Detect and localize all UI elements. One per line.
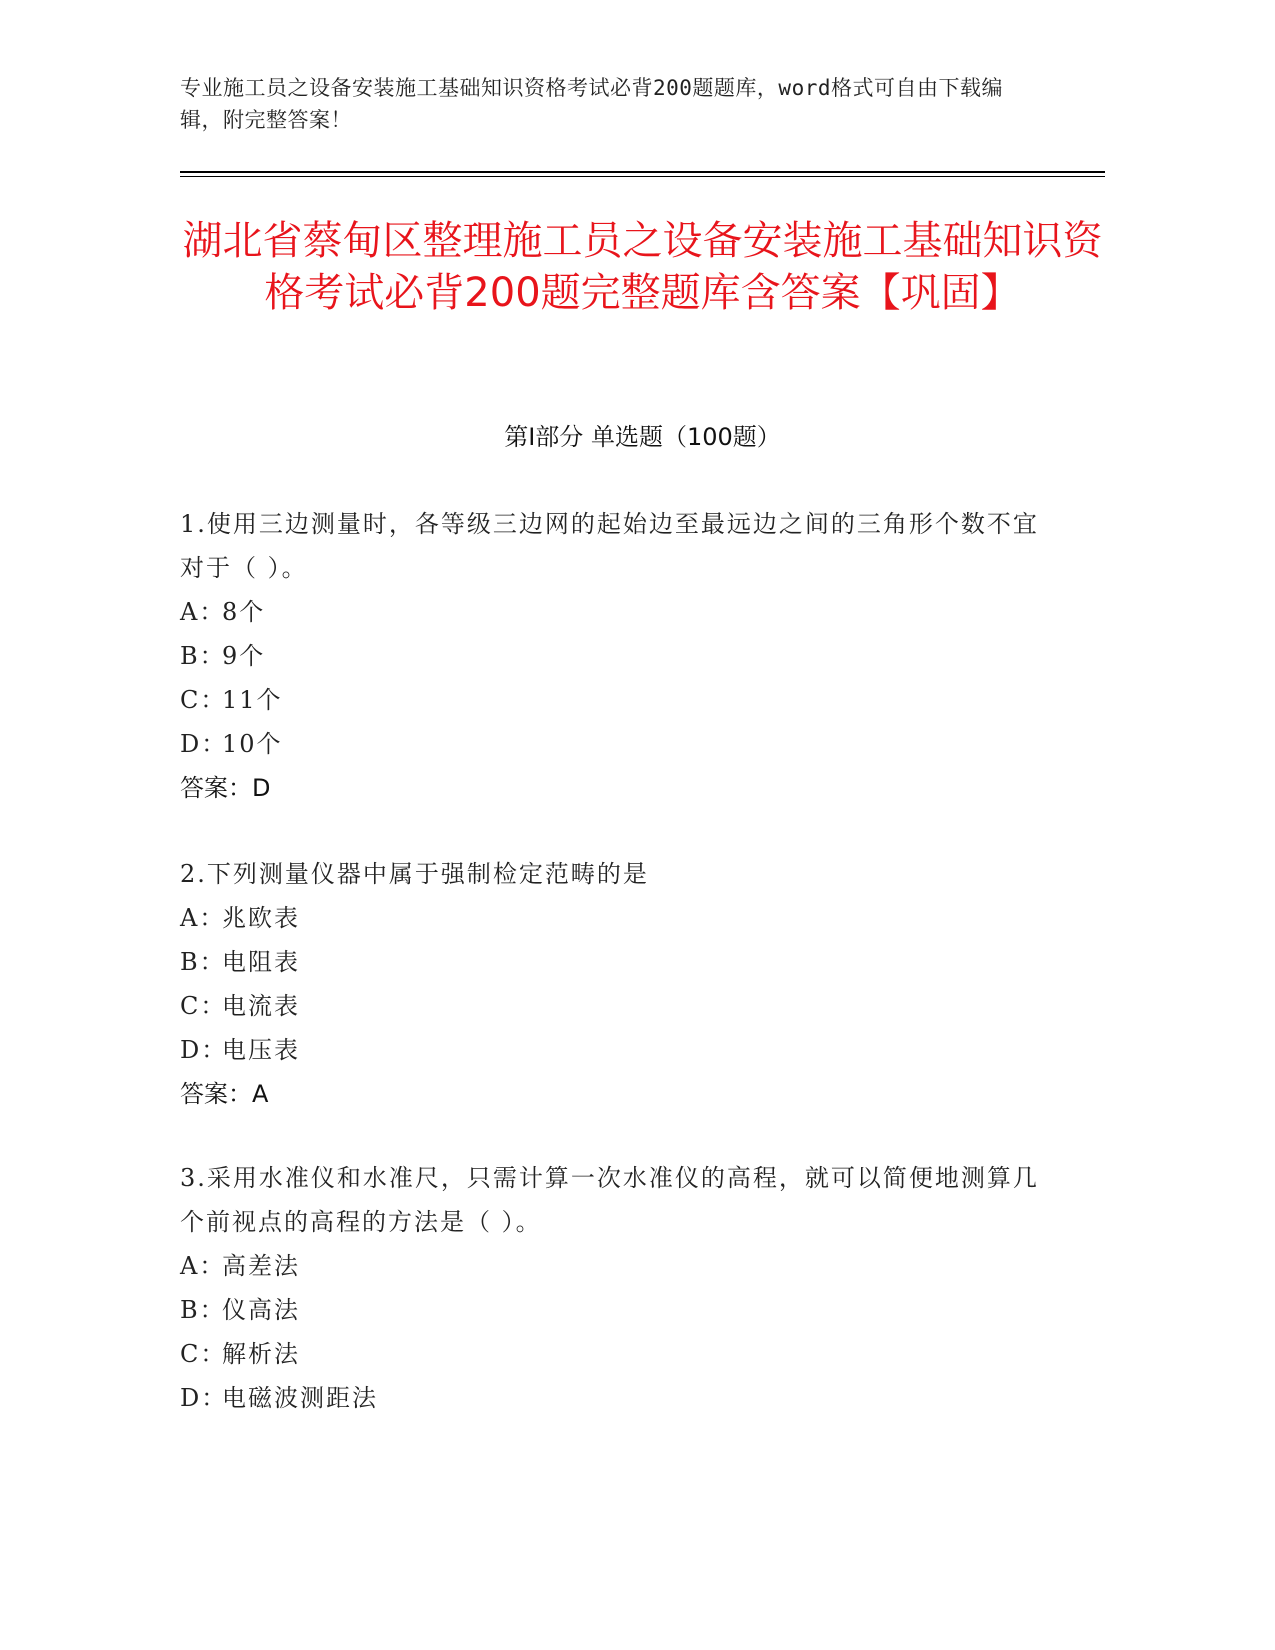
option-letter: B： bbox=[180, 1296, 226, 1324]
question-block bbox=[180, 1156, 1040, 1420]
option-letter: A： bbox=[180, 904, 226, 932]
option-letter: A： bbox=[180, 598, 226, 626]
question-stem: 1.使用三边测量时，各等级三边网的起始边至最远边之间的三角形个数不宜对于（ ）。 bbox=[180, 510, 1039, 582]
option-letter: D： bbox=[180, 1384, 228, 1412]
option-a bbox=[180, 896, 1040, 940]
question-block bbox=[180, 852, 1040, 1116]
option-text: 兆欧表 bbox=[222, 904, 300, 932]
question-stem: 3.采用水准仪和水准尺，只需计算一次水准仪的高程，就可以简便地测算几个前视点的高程的方法是（ ）。 bbox=[180, 1164, 1039, 1236]
option-c bbox=[180, 678, 1040, 722]
option-d bbox=[180, 1376, 1040, 1420]
option-text: 电磁波测距法 bbox=[222, 1384, 378, 1412]
answer-line: 答案：A bbox=[180, 1080, 269, 1108]
option-b bbox=[180, 634, 1040, 678]
option-letter: C： bbox=[180, 686, 227, 714]
header-note: 专业施工员之设备安装施工基础知识资格考试必背200题题库，word格式可自由下载编辑，附完整答案！ bbox=[180, 76, 1003, 132]
option-letter: D： bbox=[180, 1036, 228, 1064]
option-text: 解析法 bbox=[222, 1340, 300, 1368]
option-letter: C： bbox=[180, 1340, 227, 1368]
option-d bbox=[180, 1028, 1040, 1072]
question-stem: 2.下列测量仪器中属于强制检定范畴的是 bbox=[180, 860, 649, 888]
option-a bbox=[180, 590, 1040, 634]
option-text: 8个 bbox=[222, 598, 266, 626]
option-text: 9个 bbox=[222, 642, 266, 670]
header-divider-thick bbox=[180, 171, 1105, 173]
answer-line: 答案：D bbox=[180, 774, 271, 802]
option-text: 高差法 bbox=[222, 1252, 300, 1280]
option-b bbox=[180, 1288, 1040, 1332]
option-letter: B： bbox=[180, 642, 226, 670]
option-text: 电阻表 bbox=[222, 948, 300, 976]
option-letter: D： bbox=[180, 730, 228, 758]
option-letter: A： bbox=[180, 1252, 226, 1280]
option-text: 电流表 bbox=[222, 992, 300, 1020]
option-letter: B： bbox=[180, 948, 226, 976]
question-block bbox=[180, 502, 1040, 810]
option-text: 11个 bbox=[222, 686, 283, 714]
document-title: 湖北省蔡甸区整理施工员之设备安装施工基础知识资格考试必背200题完整题库含答案【巩固】 bbox=[182, 218, 1103, 316]
option-b bbox=[180, 940, 1040, 984]
section-heading: 第I部分 单选题（100题） bbox=[504, 423, 781, 451]
header-divider-thin bbox=[180, 176, 1105, 177]
option-text: 电压表 bbox=[222, 1036, 300, 1064]
option-c bbox=[180, 984, 1040, 1028]
option-text: 仪高法 bbox=[222, 1296, 300, 1324]
option-letter: C： bbox=[180, 992, 227, 1020]
option-a bbox=[180, 1244, 1040, 1288]
option-d bbox=[180, 722, 1040, 766]
option-text: 10个 bbox=[222, 730, 283, 758]
option-c bbox=[180, 1332, 1040, 1376]
